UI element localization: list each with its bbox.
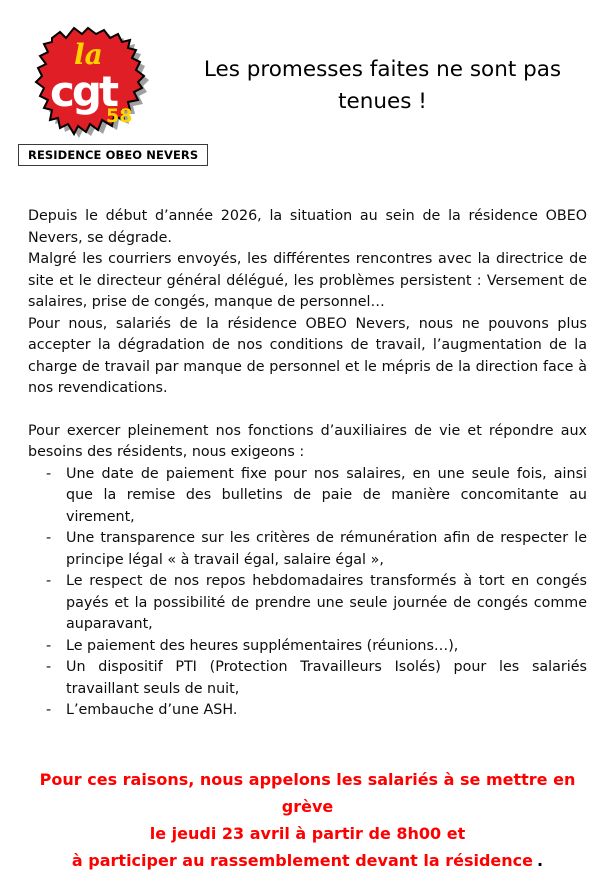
list-item [28,464,587,529]
cgt58-map-icon [30,22,154,140]
paragraph-courriers: Malgré les courriers envoyés, les différentes rencontres avec la directrice de site et le directeur général délégué, les problèmes persistent : Versement de salaires, prise de congés, manque de personnel… [28,251,587,310]
list-item [28,571,587,636]
cgt58-logo [30,22,154,140]
strike-call-line3 [28,847,587,874]
strike-call [28,766,587,874]
paragraph-conditions: Pour nous, salariés de la résidence OBEO Nevers, nous ne pouvons plus accepter la dégradation de nos conditions de travail, l’augmentation de la charge de travail par manque de personnel et le mépris de la direction face à nos revendications. [28,315,587,396]
demand-repos: Le respect de nos repos hebdomadaires transformés à tort en congés payés et la possibilité de prendre une seule journée de congés comme auparavant, [66,573,587,632]
bullet-dash: - [46,465,52,482]
logo-column [28,22,199,166]
demand-embauche-ash: L’embauche d’une ASH. [66,702,238,718]
list-item [28,528,587,571]
demand-pti: Un dispositif PTI (Protection Travailleurs Isolés) pour les salariés travaillant seuls de nuit, [66,659,587,697]
title-block [178,22,587,118]
header [28,22,587,166]
page-title-line2: tenues ! [338,89,427,114]
bullet-dash: - [46,637,52,654]
strike-call-line2: le jeudi 23 avril à partir de 8h00 et [149,823,466,843]
list-item [28,700,587,722]
bullet-dash: - [46,659,52,675]
list-item [28,657,587,700]
bullet-dash: - [46,702,52,718]
bullet-dash: - [46,573,52,589]
demands-list [28,464,587,722]
body-text [28,206,587,722]
residence-label: RESIDENCE OBEO NEVERS [28,148,199,162]
paragraph-situation: Depuis le début d’année 2026, la situation au sein de la résidence OBEO Nevers, se dégrade. [28,208,587,246]
strike-call-line1: Pour ces raisons, nous appelons les salariés à se mettre en grève [39,769,576,816]
page-title-line1: Les promesses faites ne sont pas [203,57,562,82]
bullet-dash: - [46,530,52,546]
strike-call-line3-text: à participer au rassemblement devant la résidence [71,850,533,870]
demand-heures-sup: Le paiement des heures supplémentaires (réunions…), [66,637,459,654]
paragraph-exigences-intro: Pour exercer pleinement nos fonctions d’auxiliaires de vie et répondre aux besoins des résidents, nous exigeons : [28,422,587,460]
residence-label-box [18,144,208,166]
logo-la-text: la [74,38,103,71]
demand-transparence: Une transparence sur les critères de rémunération afin de respecter le principe légal « à travail égal, salaire égal », [66,530,587,568]
demand-paiement-fixe: Une date de paiement fixe pour nos salaires, en une seule fois, ainsi que la remise des bulletins de paie de manière concomitante au virement, [66,465,587,525]
logo-cgt-text: cgt [50,67,117,116]
final-period: . [537,850,544,870]
logo-dept-number: 58 [106,105,133,127]
list-item [28,636,587,658]
